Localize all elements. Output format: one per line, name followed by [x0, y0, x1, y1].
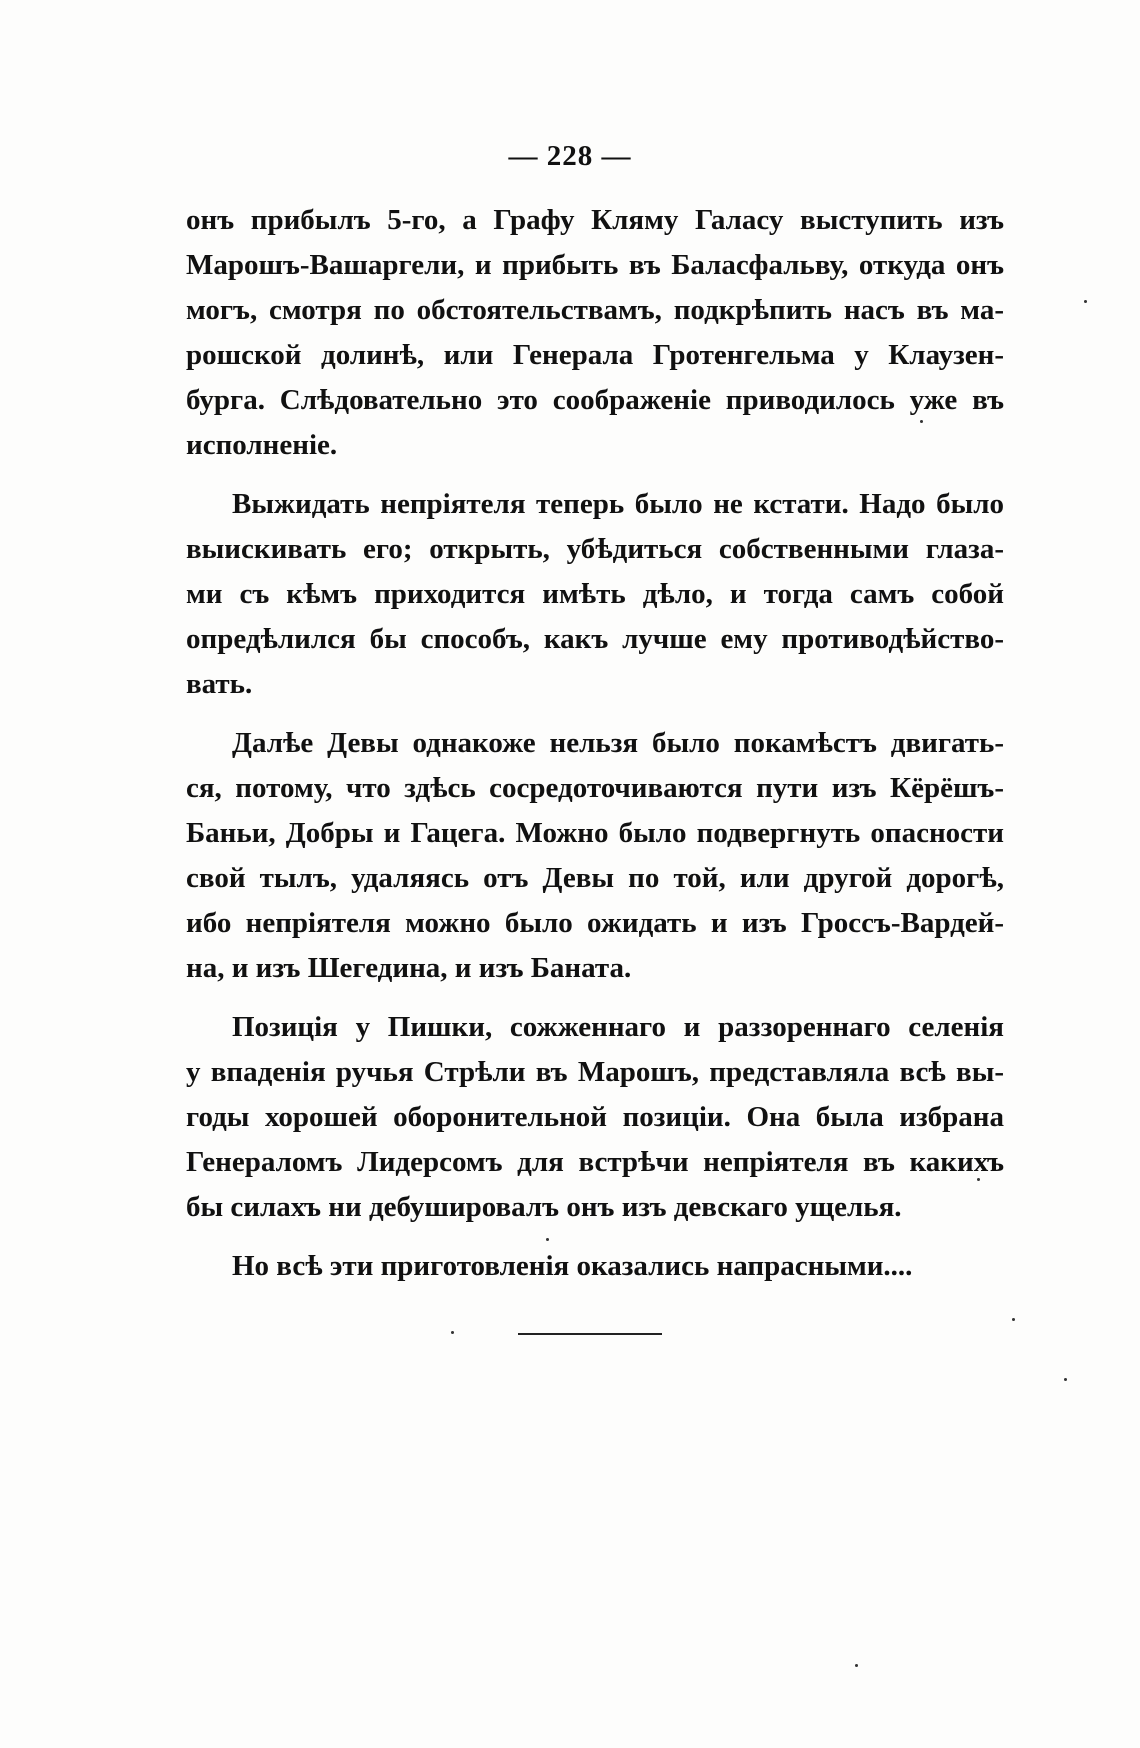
paragraph-5 — [186, 1244, 1004, 1289]
paragraph-2 — [186, 482, 1004, 707]
text-line: вать. — [186, 668, 253, 700]
paragraph-3 — [186, 721, 1004, 991]
scan-speck — [546, 1238, 549, 1241]
text-line: свой тылъ, удаляясь отъ Девы по той, или другой дорогѣ, — [186, 862, 1004, 894]
text-line: выискивать его; открыть, убѣдиться собственными глаза- — [186, 533, 1004, 565]
paragraph-1 — [186, 198, 1004, 468]
page-number: — 228 — — [508, 140, 632, 172]
text-line: ибо непріятеля можно было ожидать и изъ Гроссъ-Вардей- — [186, 907, 1004, 939]
scan-speck — [855, 1664, 858, 1667]
text-line: онъ прибылъ 5-го, а Графу Кляму Галасу выступить изъ — [186, 204, 1004, 236]
text-line: исполненіе. — [186, 429, 338, 461]
text-line: ся, потому, что здѣсь сосредоточиваются пути изъ Кёрёшъ- — [186, 772, 1004, 804]
text-line: Но всѣ эти приготовленія оказались напрасными.... — [232, 1250, 913, 1282]
section-end-rule — [518, 1333, 662, 1335]
text-line: Генераломъ Лидерсомъ для встрѣчи непріятеля въ какихъ — [186, 1146, 1004, 1178]
scan-speck — [977, 1178, 980, 1181]
text-line: бы силахъ ни дебушировалъ онъ изъ девскаго ущелья. — [186, 1191, 902, 1223]
text-line: рошской долинѣ, или Генерала Гротенгельма у Клаузен- — [186, 339, 1004, 371]
scan-speck — [451, 1331, 454, 1334]
text-line: годы хорошей оборонительной позиціи. Она была избрана — [186, 1101, 1004, 1133]
body-text — [186, 198, 1004, 1303]
text-line: бурга. Слѣдовательно это соображеніе приводилось уже въ — [186, 384, 1004, 416]
scan-speck — [1084, 300, 1087, 303]
text-line: могъ, смотря по обстоятельствамъ, подкрѣпить насъ въ ма- — [186, 294, 1004, 326]
paragraph-4 — [186, 1005, 1004, 1230]
scan-speck — [1064, 1378, 1067, 1381]
text-line: Баньи, Добры и Гацега. Можно было подвергнуть опасности — [186, 817, 1004, 849]
text-line: опредѣлился бы способъ, какъ лучше ему противодѣйство- — [186, 623, 1004, 655]
scan-speck — [920, 420, 923, 423]
text-line: ми съ кѣмъ приходится имѣть дѣло, и тогда самъ собой — [186, 578, 1004, 610]
scan-speck — [1012, 1318, 1015, 1321]
text-line: Марошъ-Вашаргели, и прибыть въ Баласфальву, откуда онъ — [186, 249, 1004, 281]
text-line: Позиція у Пишки, сожженнаго и раззореннаго селенія — [232, 1011, 1004, 1043]
text-line: Выжидать непріятеля теперь было не кстати. Надо было — [232, 488, 1004, 520]
text-line: на, и изъ Шегедина, и изъ Баната. — [186, 952, 632, 984]
text-line: у впаденія ручья Стрѣли въ Марошъ, представляла всѣ вы- — [186, 1056, 1004, 1088]
text-line: Далѣе Девы однакоже нельзя было покамѣстъ двигать- — [232, 727, 1004, 759]
